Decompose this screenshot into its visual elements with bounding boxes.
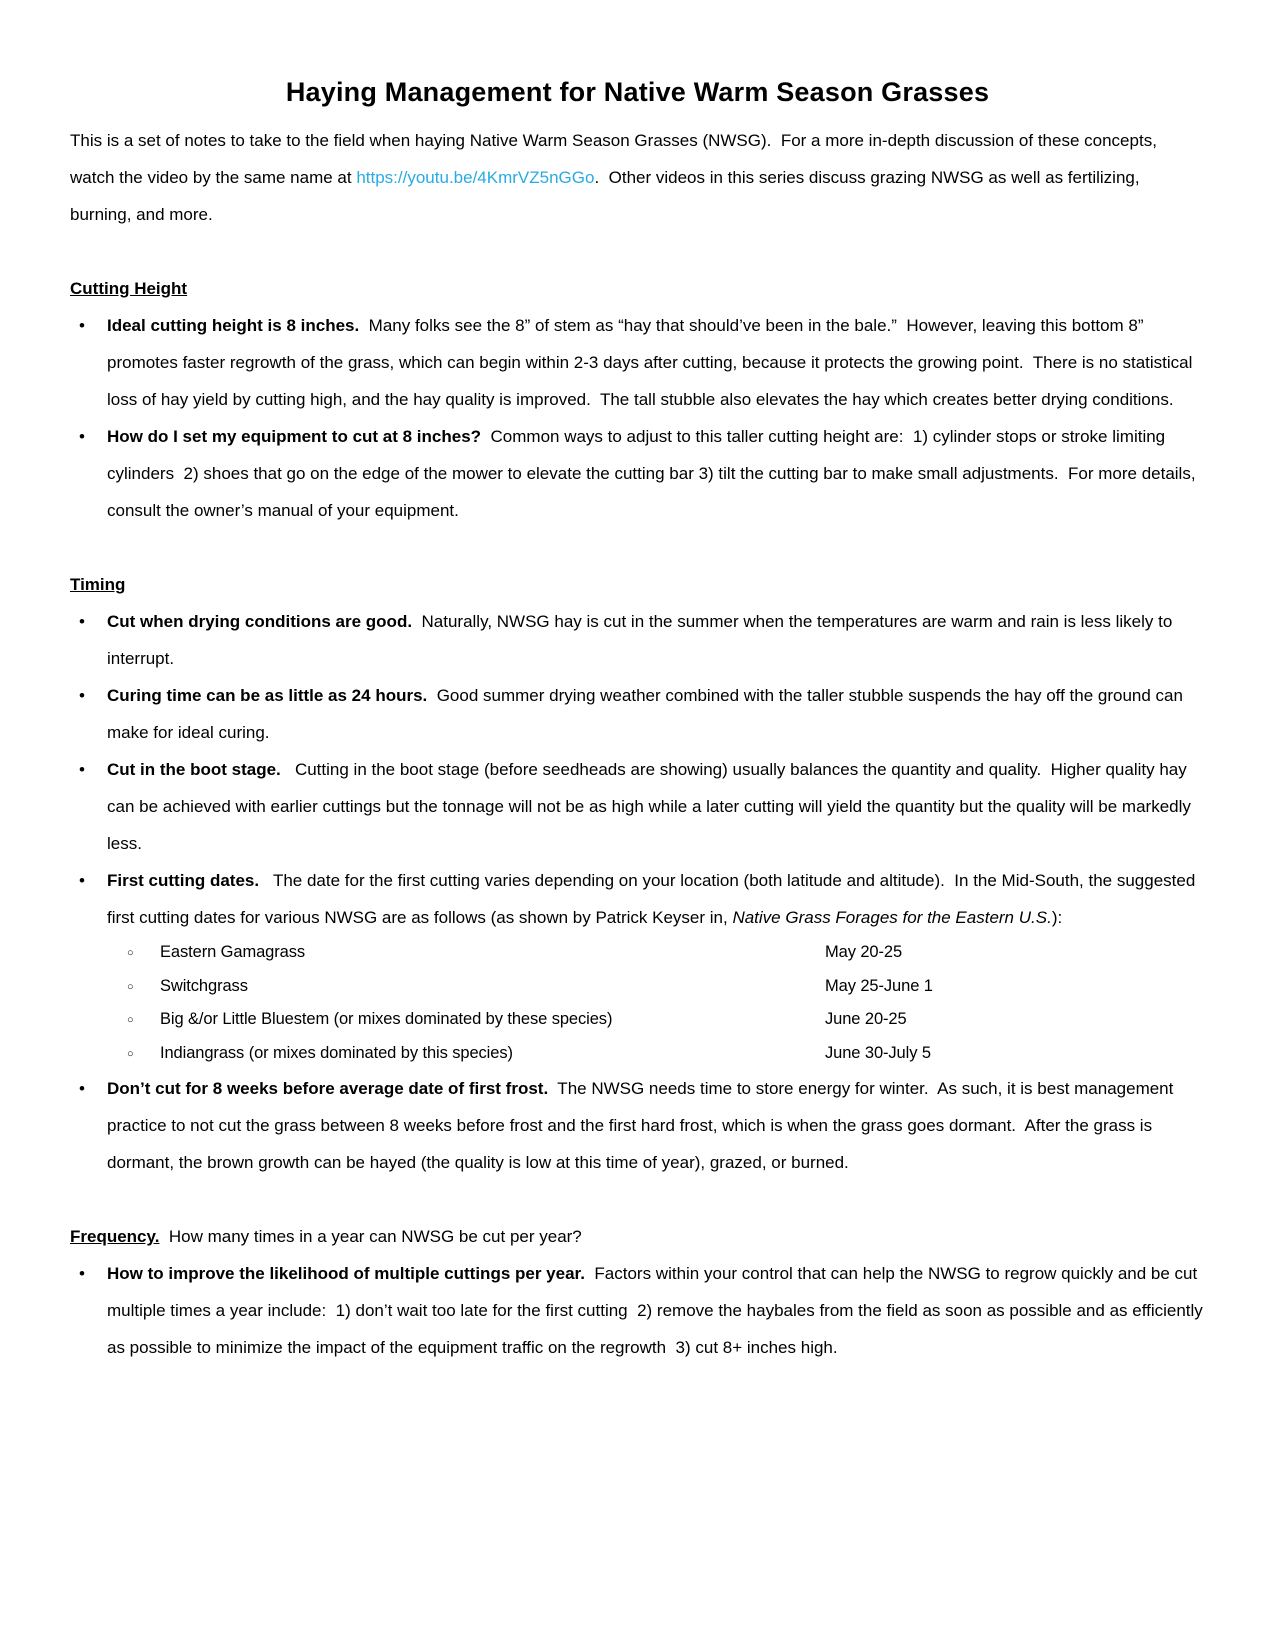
bullet-lead-text: Cut in the boot stage. (107, 760, 281, 779)
intro-text-after-link: . Other videos in this series discuss grazing NWSG as well as fertilizing, burning, and more. (70, 168, 1145, 224)
sublist-row-bluestem (127, 1003, 1205, 1037)
bullet-lead-text: How to improve the likelihood of multiple cuttings per year. (107, 1264, 585, 1283)
bullet-body-text: The date for the first cutting varies depending on your location (both latitude and altitude). In the Mid-South, the suggested first cutting dates for various NWSG are as follows (as shown by Patrick Keyser in, (107, 871, 1201, 927)
bullet-frost-cutoff (70, 1070, 1205, 1181)
intro-text-before-link: This is a set of notes to take to the field when haying Native Warm Season Grasses (NWSG). For a more in-depth discussion of these concepts, watch the video by the same name at (70, 131, 1162, 187)
bullet-body-text: Cutting in the boot stage (before seedheads are showing) usually balances the quantity and quality. Higher quality hay can be achieved with earlier cuttings but the tonnage will not be as high while a later cutting will yield the quantity but the quality will be markedly less. (107, 760, 1196, 853)
bullet-body-text: Factors within your control that can help the NWSG to regrow quickly and be cut multiple times a year include: 1) don’t wait too late for the first cutting 2) remove the haybales from the field as soon as possible and as efficiently as possible to minimize the impact of the equipment traffic on the regrowth 3) cut 8+ inches high. (107, 1264, 1208, 1357)
species-label: Switchgrass (160, 976, 248, 995)
bullet-icon: • (79, 871, 85, 890)
cutting-date: June 30-July 5 (825, 1043, 931, 1062)
bullet-drying-conditions (70, 603, 1205, 677)
frequency-bullet-list (70, 1255, 1208, 1366)
first-cutting-dates-sublist (107, 936, 1205, 1070)
section-frequency (70, 1218, 1208, 1366)
youtube-link[interactable]: https://youtu.be/4KmrVZ5nGGo (356, 168, 595, 187)
bullet-multiple-cuttings (70, 1255, 1208, 1366)
circle-bullet-icon: ○ (127, 1047, 134, 1060)
bullet-lead-text: How do I set my equipment to cut at 8 inches? (107, 427, 482, 446)
bullet-icon: • (79, 760, 85, 779)
bullet-icon: • (79, 1264, 85, 1283)
bullet-body-text: Naturally, NWSG hay is cut in the summer when the temperatures are warm and rain is less likely to interrupt. (107, 612, 1178, 668)
page-title: Haying Management for Native Warm Season Grasses (285, 77, 990, 107)
bullet-body-text: The NWSG needs time to store energy for winter. As such, it is best management practice to not cut the grass between 8 weeks before frost and the first hard frost, which is when the grass goes dormant. After the grass is dormant, the brown growth can be hayed (the quality is low at this time of year), grazed, or burned. (107, 1079, 1179, 1172)
bullet-lead-text: Ideal cutting height is 8 inches. (107, 316, 360, 335)
timing-heading: Timing (70, 575, 126, 594)
circle-bullet-icon: ○ (127, 980, 134, 993)
circle-bullet-icon: ○ (127, 947, 134, 959)
bullet-icon: • (79, 686, 85, 705)
bullet-lead-text: Don’t cut for 8 weeks before average date of first frost. (107, 1079, 549, 1098)
bullet-equipment-setup (70, 418, 1205, 529)
bullet-lead-text: Cut when drying conditions are good. (107, 612, 413, 631)
frequency-question-text: How many times in a year can NWSG be cut per year? (159, 1227, 582, 1246)
cutting-height-heading: Cutting Height (70, 279, 188, 298)
intro-paragraph (70, 122, 1205, 233)
cutting-height-bullet-list (70, 307, 1205, 529)
bullet-lead-text: First cutting dates. (107, 871, 260, 890)
timing-bullet-list (70, 603, 1205, 1181)
section-cutting-height (70, 270, 1205, 529)
bullet-curing-time (70, 677, 1205, 751)
species-label: Big &/or Little Bluestem (or mixes dominated by these species) (160, 1010, 613, 1028)
bullet-body-text-after-italic: ): (1051, 908, 1063, 927)
cutting-date: May 20-25 (825, 943, 903, 961)
bullet-ideal-cutting-height (70, 307, 1205, 418)
bullet-first-cutting-dates (70, 862, 1205, 1070)
cutting-date: June 20-25 (825, 1010, 907, 1028)
bullet-icon: • (79, 316, 85, 335)
bullet-lead-text: Curing time can be as little as 24 hours. (107, 686, 428, 705)
section-timing (70, 566, 1205, 1181)
bullet-body-text: Good summer drying weather combined with the taller stubble suspends the hay off the ground can make for ideal curing. (107, 686, 1188, 742)
sublist-row-indiangrass (127, 1037, 1205, 1071)
species-label: Indiangrass (or mixes dominated by this species) (160, 1043, 513, 1062)
bullet-icon: • (79, 427, 85, 446)
sublist-row-eastern-gamagrass (127, 936, 1205, 970)
bullet-boot-stage (70, 751, 1205, 862)
cutting-date: May 25-June 1 (825, 976, 933, 995)
bullet-icon: • (79, 1079, 85, 1098)
book-title-text: Native Grass Forages for the Eastern U.S. (732, 908, 1052, 927)
frequency-heading: Frequency. (70, 1227, 160, 1246)
sublist-row-switchgrass (127, 970, 1205, 1004)
circle-bullet-icon: ○ (127, 1014, 134, 1026)
frequency-heading-line (70, 1218, 1205, 1255)
bullet-icon: • (79, 612, 85, 631)
bullet-body-text: Common ways to adjust to this taller cutting height are: 1) cylinder stops or stroke limiting cylinders 2) shoes that go on the edge of the mower to elevate the cutting bar 3) tilt the cutting bar to make small adjustments. For more details, consult the owner’s manual of your equipment. (107, 427, 1201, 520)
species-label: Eastern Gamagrass (160, 943, 306, 961)
bullet-body-text: Many folks see the 8” of stem as “hay that should’ve been in the bale.” However, leaving this bottom 8” promotes faster regrowth of the grass, which can begin within 2-3 days after cutting, because it protects the growing point. There is no statistical loss of hay yield by cutting high, and the hay quality is improved. The tall stubble also elevates the hay which creates better drying conditions. (107, 316, 1198, 409)
